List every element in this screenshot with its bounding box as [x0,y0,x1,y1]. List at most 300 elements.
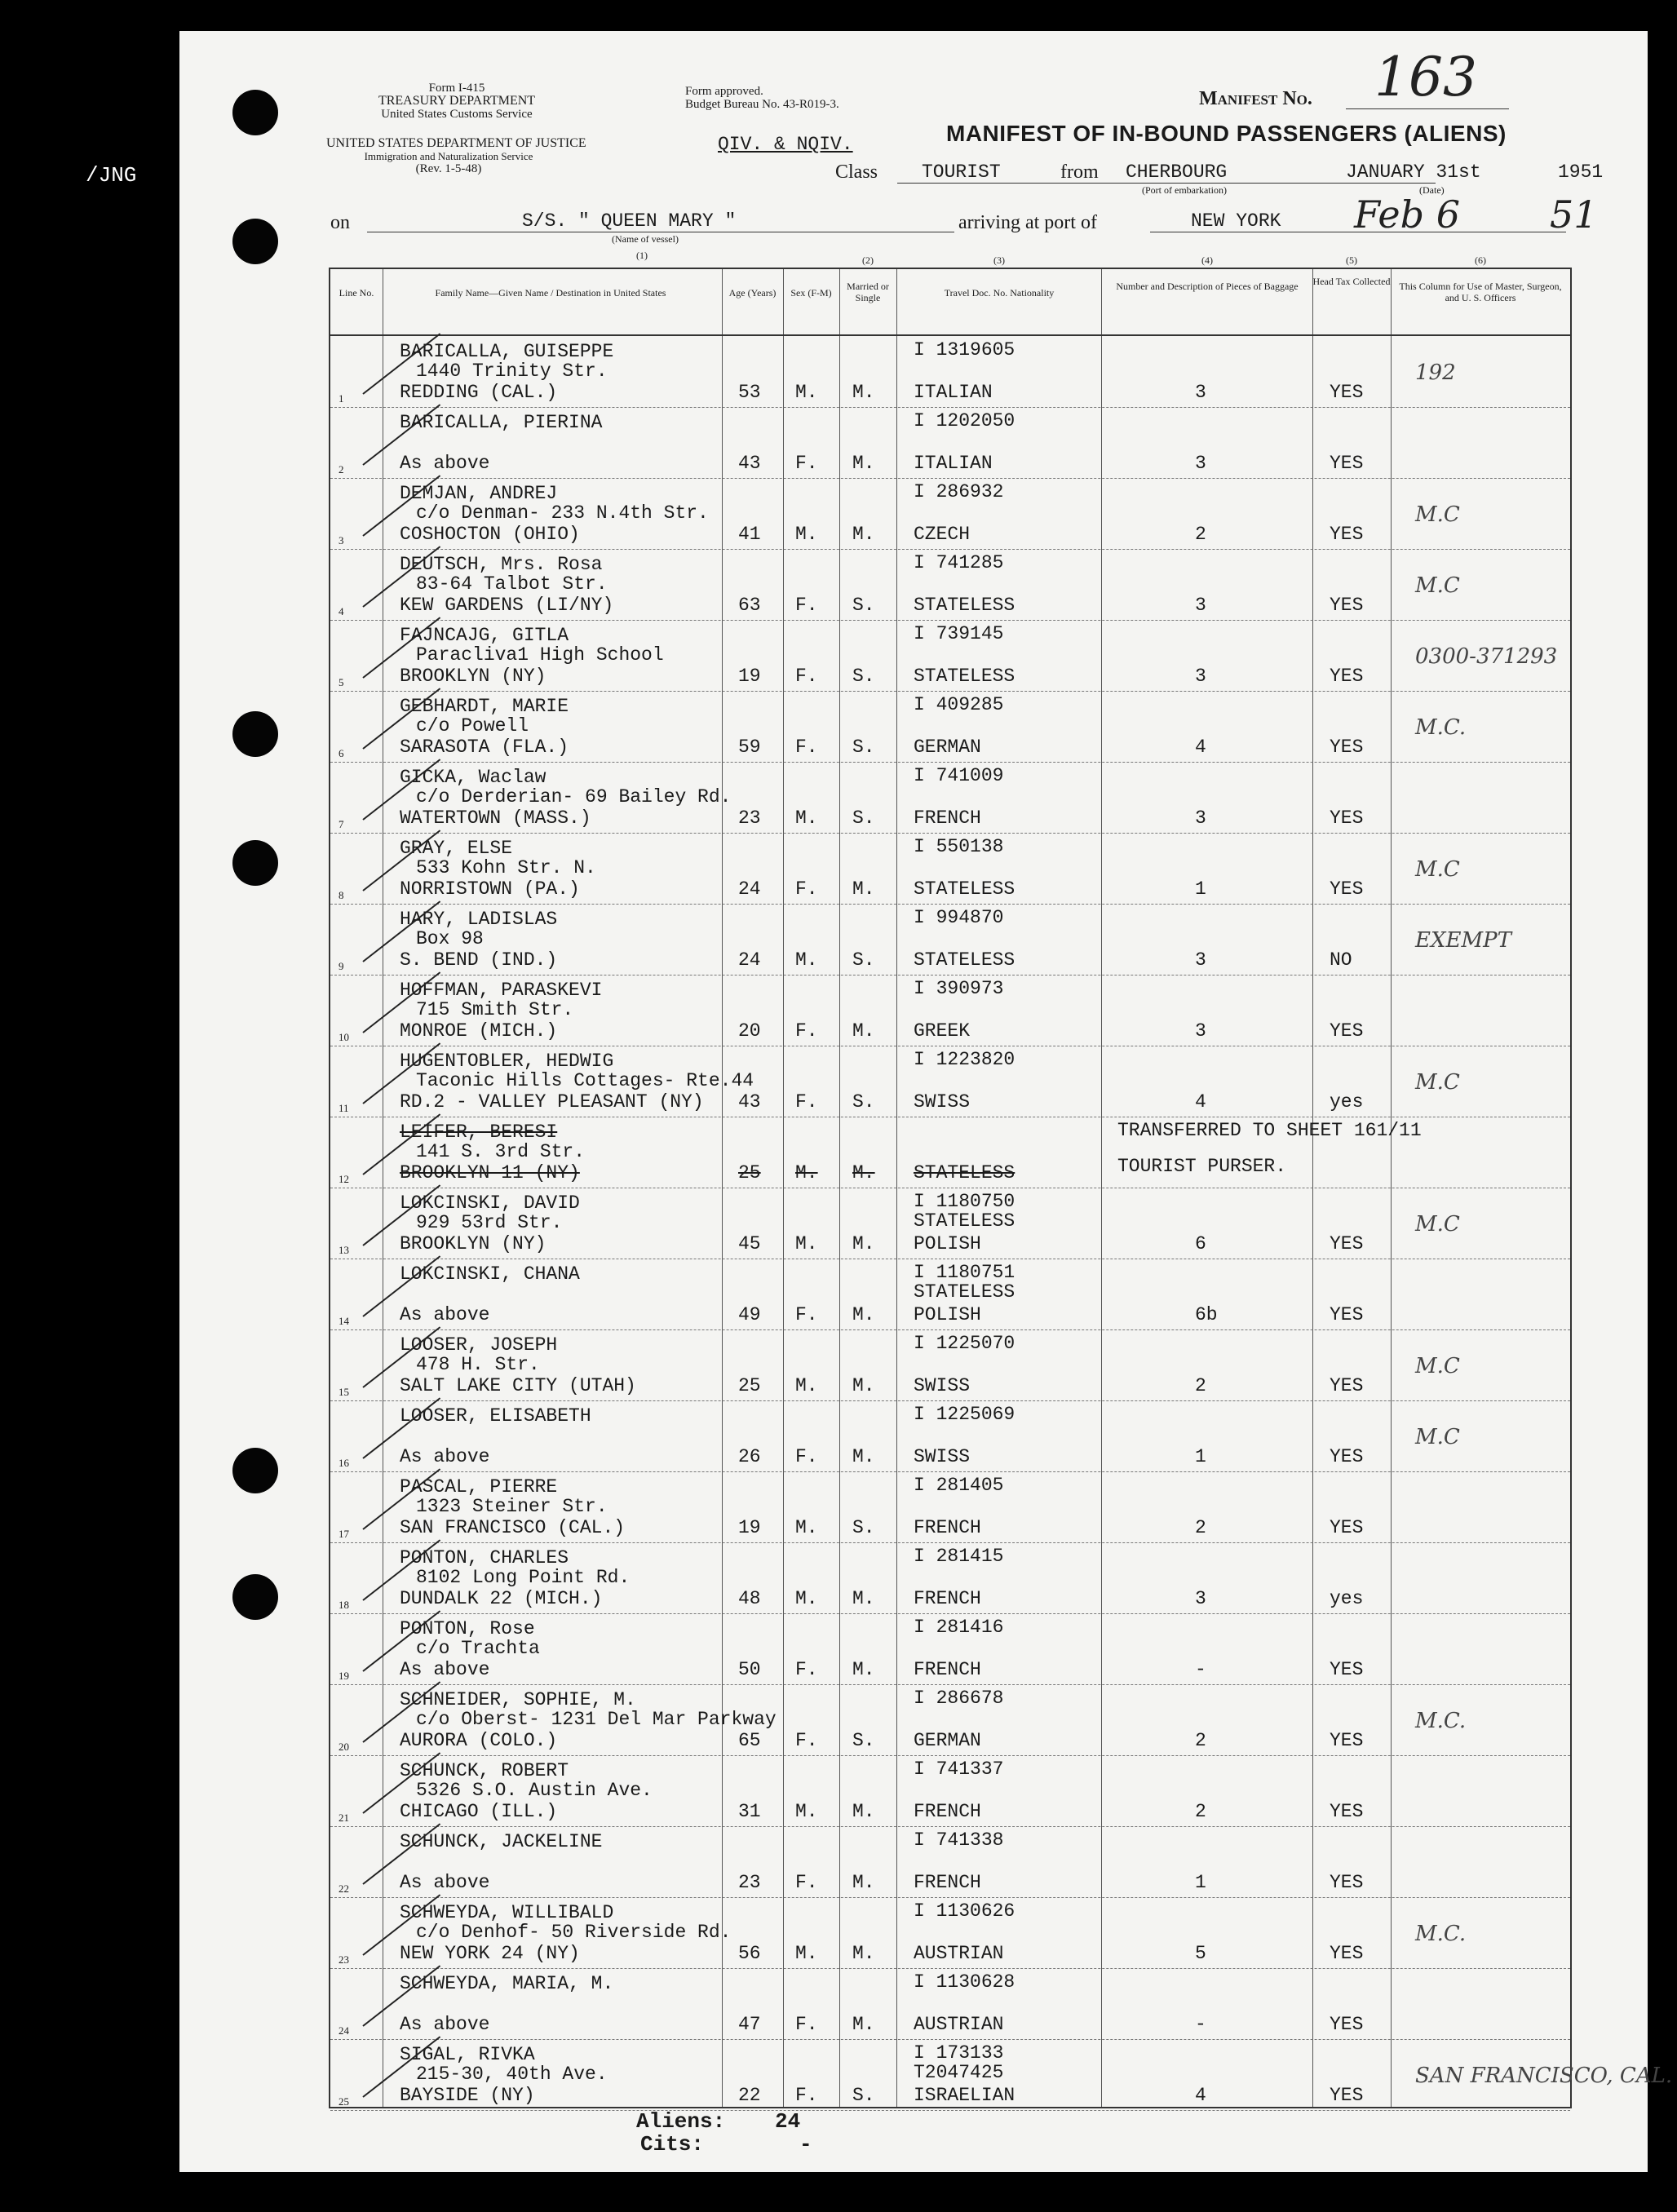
marital-status: M. [852,1659,875,1680]
ins-label: Immigration and Naturalization Service [364,150,533,162]
travel-doc-number: I 1202050 [914,410,1015,431]
head-tax: YES [1330,1375,1364,1396]
baggage-count: 3 [1195,1588,1206,1609]
age-value: 43 [738,453,761,474]
passenger-name: SCHNEIDER, SOPHIE, M. [400,1689,636,1710]
line-number: 2 [338,463,344,476]
sex-value: F. [795,1446,818,1467]
travel-doc-number: I 281405 [914,1475,1004,1496]
address-line-1: 8102 Long Point Rd. [416,1567,631,1588]
officer-note: M.C [1415,857,1460,882]
line-number: 6 [338,747,344,759]
head-tax: YES [1330,595,1364,616]
manifest-title: MANIFEST OF IN-BOUND PASSENGERS (ALIENS) [946,121,1507,146]
sex-value: F. [795,1304,818,1325]
head-tax: YES [1330,1517,1364,1538]
marital-status: M. [852,1801,875,1822]
address-line-1: Taconic Hills Cottages- Rte.44 [416,1070,754,1091]
sex-value: F. [795,878,818,900]
destination: S. BEND (IND.) [400,949,558,971]
address-line-1: 5326 S.O. Austin Ave. [416,1780,653,1801]
nationality: STATELESS [914,595,1015,616]
passenger-name: BARICALLA, PIERINA [400,412,603,433]
officer-note: 0300-371293 [1415,644,1558,669]
head-tax: YES [1330,453,1364,474]
passenger-name: LEIFER, BERESI [400,1121,558,1143]
customs-label: United States Customs Service [381,108,533,121]
nationality: FRENCH [914,1801,981,1822]
address-line-1: 83-64 Talbot Str. [416,573,608,595]
line-number: 21 [338,1812,349,1824]
address-line-1: c/o Denhof- 50 Riverside Rd. [416,1922,732,1943]
marital-status: M. [852,1446,875,1467]
nationality: ISRAELIAN [914,2085,1015,2106]
head-tax: yes [1330,1588,1364,1609]
on-label: on [330,212,350,233]
sex-value: F. [795,453,818,474]
col-name: Family Name—Given Name / Destination in United States [435,287,666,299]
nationality: FRENCH [914,807,981,829]
head-tax: YES [1330,1872,1364,1893]
head-tax: TOURIST PURSER. [1117,1156,1287,1177]
address-line-1: c/o Derderian- 69 Bailey Rd. [416,786,732,807]
sex-value: F. [795,595,818,616]
passenger-name: GRAY, ELSE [400,838,513,859]
sex-value: F. [795,2014,818,2035]
destination: COSHOCTON (OHIO) [400,524,580,545]
passenger-name: SCHUNCK, ROBERT [400,1760,569,1781]
destination: WATERTOWN (MASS.) [400,807,591,829]
head-tax: YES [1330,1233,1364,1254]
sex-value: M. [795,1801,818,1822]
sex-value: M. [795,524,818,545]
head-tax: YES [1330,807,1364,829]
passenger-name: LOKCINSKI, DAVID [400,1192,580,1214]
nationality: FRENCH [914,1872,981,1893]
baggage-count: 4 [1195,2085,1206,2106]
line-number: 10 [338,1031,349,1043]
aliens-label: Aliens: [636,2109,726,2134]
passenger-name: GICKA, Waclaw [400,767,546,788]
line-number: 3 [338,534,344,546]
travel-doc-number: I 173133 [914,2042,1004,2064]
line-number: 25 [338,2095,349,2108]
binder-hole [232,1448,278,1493]
marital-status: M. [852,1020,875,1042]
travel-doc-number: I 1130628 [914,1971,1015,1993]
passenger-name: SCHWEYDA, MARIA, M. [400,1973,614,1994]
line-number: 23 [338,1953,349,1966]
baggage-count: 2 [1195,1801,1206,1822]
initials: /JNG [86,163,137,188]
budget-bureau: Budget Bureau No. 43-R019-3. [685,98,839,111]
officer-note: M.C [1415,1425,1460,1449]
travel-doc-number: I 994870 [914,907,1004,928]
age-value: 56 [738,1943,761,1964]
marital-status: S. [852,666,875,687]
col-baggage: Number and Description of Pieces of Baggage [1116,281,1299,292]
marital-status: M. [852,524,875,545]
binder-hole [232,90,278,135]
destination: RD.2 - VALLEY PLEASANT (NY) [400,1091,704,1113]
address-line-1: 141 S. 3rd Str. [416,1141,586,1162]
marital-status: S. [852,1091,875,1113]
age-value: 63 [738,595,761,616]
head-tax: YES [1330,878,1364,900]
baggage-count: 2 [1195,1730,1206,1751]
age-value: 59 [738,737,761,758]
destination: As above [400,1304,490,1325]
marital-status: M. [852,1375,875,1396]
travel-doc-extra: STATELESS [914,1210,1015,1232]
destination: NORRISTOWN (PA.) [400,878,580,900]
table-row [330,762,1570,834]
address-line-1: 215-30, 40th Ave. [416,2064,608,2085]
nationality: SWISS [914,1375,971,1396]
marital-status: S. [852,2085,875,2106]
baggage-count: 1 [1195,1446,1206,1467]
binder-hole [232,840,278,886]
address-line-1: 929 53rd Str. [416,1212,563,1233]
sex-value: M. [795,807,818,829]
table-row [330,833,1570,905]
travel-doc-number: I 1130626 [914,1900,1015,1922]
passenger-name: LOKCINSKI, CHANA [400,1263,580,1285]
travel-doc-number: I 1180750 [914,1191,1015,1212]
arrival-year: 51 [1550,192,1598,237]
table-row [330,1684,1570,1756]
head-tax: YES [1330,1304,1364,1325]
passenger-name: GEBHARDT, MARIE [400,696,569,717]
line-number: 5 [338,676,344,688]
table-row [330,1968,1570,2040]
table-row [330,549,1570,621]
manifest-no-label: Manifest No. [1199,88,1312,109]
passenger-name: PONTON, Rose [400,1618,535,1639]
marital-status: S. [852,1517,875,1538]
address-line-1: Paracliva1 High School [416,644,664,666]
head-tax: YES [1330,1659,1364,1680]
table-row [330,1400,1570,1472]
head-tax: YES [1330,666,1364,687]
col-sex: Sex (F-M) [790,287,832,299]
table-row [330,1755,1570,1827]
officer-note: M.C [1415,1070,1460,1095]
sex-value: F. [795,1091,818,1113]
officer-note: 192 [1415,361,1456,385]
baggage-count: 6b [1195,1304,1218,1325]
line-number: 7 [338,818,344,830]
travel-doc-number: I 1180751 [914,1262,1015,1283]
baggage-count: 6 [1195,1233,1206,1254]
destination: SALT LAKE CITY (UTAH) [400,1375,636,1396]
line-number: 8 [338,889,344,901]
officer-note: M.C [1415,502,1460,527]
destination: BROOKLYN (NY) [400,666,546,687]
sex-value: F. [795,666,818,687]
officer-note: M.C. [1415,1922,1467,1946]
table-row [330,407,1570,479]
baggage-count: 3 [1195,807,1206,829]
passenger-name: HARY, LADISLAS [400,909,558,930]
age-value: 50 [738,1659,761,1680]
nationality: STATELESS [914,666,1015,687]
marital-status: M. [852,1872,875,1893]
manifest-no-value: 163 [1374,46,1477,108]
age-value: 23 [738,807,761,829]
age-value: 49 [738,1304,761,1325]
revision-label: (Rev. 1-5-48) [415,162,482,175]
passenger-name: PONTON, CHARLES [400,1547,569,1568]
age-value: 53 [738,382,761,403]
col-line-no: Line No. [338,287,374,299]
head-tax: YES [1330,1446,1364,1467]
sex-value: M. [795,1943,818,1964]
address-line-1: Box 98 [416,928,484,949]
destination: As above [400,453,490,474]
address-line-1: c/o Powell [416,715,529,737]
sex-value: M. [795,1375,818,1396]
baggage-count: 3 [1195,666,1206,687]
marital-status: M. [852,382,875,403]
table-row [330,1826,1570,1898]
table-row [330,1329,1570,1401]
destination: KEW GARDENS (LI/NY) [400,595,614,616]
line-number: 17 [338,1528,349,1540]
officer-note: EXEMPT [1415,928,1511,953]
line-number: 14 [338,1315,349,1327]
travel-doc-number: I 741285 [914,552,1004,573]
passenger-name: SCHUNCK, JACKELINE [400,1831,603,1852]
travel-doc-number: I 286678 [914,1688,1004,1709]
col-officers: This Column for Use of Master, Surgeon, and U. S. Officers [1399,281,1562,303]
binder-hole [232,1574,278,1620]
table-row [330,620,1570,692]
age-value: 22 [738,2085,761,2106]
officer-note: M.C [1415,1212,1460,1237]
citizens-count: - [799,2132,812,2157]
baggage-count: 3 [1195,382,1206,403]
table-row [330,1046,1570,1117]
marital-status: M. [852,1233,875,1254]
form-approved: Form approved. [685,85,763,98]
line-number: 16 [338,1457,349,1469]
line-number: 20 [338,1741,349,1753]
line-number: 4 [338,605,344,617]
baggage-count: 2 [1195,1375,1206,1396]
col-head-tax: Head Tax Collected [1312,276,1391,287]
destination: As above [400,1872,490,1893]
baggage-count: 1 [1195,878,1206,900]
head-tax: YES [1330,1020,1364,1042]
officer-note: M.C. [1415,715,1467,740]
binder-hole [232,711,278,757]
marital-status: S. [852,949,875,971]
travel-doc-number: I 1225070 [914,1333,1015,1354]
date-value: JANUARY 31st [1346,161,1481,183]
vessel-caption: (Name of vessel) [612,233,679,245]
baggage-count: 4 [1195,737,1206,758]
officer-note: SAN FRANCISCO, CAL. [1415,2064,1673,2088]
sex-value: F. [795,1020,818,1042]
sex-value: M. [795,949,818,971]
date-caption: (Date) [1419,184,1445,196]
age-value: 25 [738,1162,761,1183]
nationality: ITALIAN [914,453,993,474]
nationality: STATELESS [914,949,1015,971]
marital-status: S. [852,1730,875,1751]
passenger-name: LOOSER, JOSEPH [400,1334,558,1356]
marital-status: M. [852,878,875,900]
travel-doc-number: I 281416 [914,1617,1004,1638]
head-tax: YES [1330,382,1364,403]
travel-doc-number: I 286932 [914,481,1004,502]
travel-doc-number: I 390973 [914,978,1004,999]
age-value: 19 [738,1517,761,1538]
sex-value: F. [795,1730,818,1751]
travel-doc-number: I 741337 [914,1759,1004,1780]
head-tax: YES [1330,737,1364,758]
baggage-count: 2 [1195,1517,1206,1538]
vessel-name: S/S. " QUEEN MARY " [522,210,737,232]
baggage-count: - [1195,2014,1206,2035]
sex-value: M. [795,1162,818,1183]
line-number: 1 [338,392,344,405]
sex-value: M. [795,1233,818,1254]
nationality: STATELESS [914,878,1015,900]
class-value: TOURIST [922,161,1001,183]
passenger-name: SCHWEYDA, WILLIBALD [400,1902,614,1923]
sex-value: M. [795,1517,818,1538]
address-line-1: 533 Kohn Str. N. [416,857,596,878]
address-line-1: 1440 Trinity Str. [416,361,608,382]
officer-note: M.C [1415,1354,1460,1378]
treasury-label: TREASURY DEPARTMENT [378,94,536,108]
passenger-name: HUGENTOBLER, HEDWIG [400,1051,614,1072]
marital-status: M. [852,1588,875,1609]
nationality: FRENCH [914,1517,981,1538]
destination: MONROE (MICH.) [400,1020,558,1042]
class-label: Class [835,161,878,183]
passenger-name: PASCAL, PIERRE [400,1476,558,1498]
nationality: SWISS [914,1446,971,1467]
col-travel-doc: Travel Doc. No. Nationality [944,287,1055,299]
baggage-count: 2 [1195,524,1206,545]
baggage-count: 3 [1195,1020,1206,1042]
passenger-name: FAJNCAJG, GITLA [400,625,569,646]
table-row [330,478,1570,550]
line-number: 11 [338,1102,349,1114]
baggage-count: TRANSFERRED TO SHEET 161/11 [1117,1120,1422,1141]
head-tax: YES [1330,1801,1364,1822]
age-value: 47 [738,2014,761,2035]
passenger-name: DEMJAN, ANDREJ [400,483,558,504]
table-row [330,336,1570,408]
marital-status: M. [852,1304,875,1325]
baggage-count: 1 [1195,1872,1206,1893]
age-value: 23 [738,1872,761,1893]
from-label: from [1060,161,1099,183]
nationality: CZECH [914,524,971,545]
marital-status: M. [852,1943,875,1964]
head-tax: YES [1330,1943,1364,1964]
address-line-1: c/o Trachta [416,1638,540,1659]
nationality: GREEK [914,1020,971,1042]
nationality: POLISH [914,1304,981,1325]
arriving-label: arriving at port of [958,212,1097,233]
sex-value: F. [795,1659,818,1680]
address-line-1: 1323 Steiner Str. [416,1496,608,1517]
year-value: 1951 [1558,161,1604,183]
destination: As above [400,2014,490,2035]
nationality: FRENCH [914,1588,981,1609]
travel-doc-number: I 550138 [914,836,1004,857]
travel-doc-number: I 741338 [914,1829,1004,1851]
baggage-count: - [1195,1659,1206,1680]
destination: REDDING (CAL.) [400,382,558,403]
table-row [330,1188,1570,1259]
age-value: 19 [738,666,761,687]
head-tax: yes [1330,1091,1364,1113]
passenger-name: BARICALLA, GUISEPPE [400,341,614,362]
line-number: 12 [338,1173,349,1185]
travel-doc-number: I 281415 [914,1546,1004,1567]
col-married: Married or Single [847,281,889,303]
marital-status: M. [852,453,875,474]
table-row [330,1471,1570,1543]
citizens-label: Cits: [640,2132,705,2157]
age-value: 43 [738,1091,761,1113]
nationality: ITALIAN [914,382,993,403]
aliens-count: 24 [775,2109,801,2134]
table-row [330,904,1570,975]
age-value: 41 [738,524,761,545]
from-value: CHERBOURG [1126,161,1228,183]
passenger-name: LOOSER, ELISABETH [400,1405,591,1427]
travel-doc-number: I 409285 [914,694,1004,715]
sex-value: F. [795,1872,818,1893]
age-value: 24 [738,949,761,971]
nationality: GERMAN [914,1730,981,1751]
head-tax: YES [1330,2014,1364,2035]
form-number: Form I-415 [428,82,485,95]
travel-doc-extra: STATELESS [914,1281,1015,1303]
travel-doc-number: I 739145 [914,623,1004,644]
address-line-1: c/o Denman- 233 N.4th Str. [416,502,709,524]
port-caption: (Port of embarkation) [1142,184,1227,196]
line-number: 9 [338,960,344,972]
nationality: AUSTRIAN [914,1943,1004,1964]
baggage-count: 3 [1195,453,1206,474]
passenger-name: SIGAL, RIVKA [400,2044,535,2065]
destination: BROOKLYN 11 (NY) [400,1162,580,1183]
officer-note: M.C [1415,573,1460,598]
table-row [330,1117,1570,1188]
marital-status: M. [852,1162,875,1183]
table-row [330,1613,1570,1685]
line-number: 18 [338,1599,349,1611]
line-number: 15 [338,1386,349,1398]
destination: CHICAGO (ILL.) [400,1801,558,1822]
age-value: 48 [738,1588,761,1609]
passenger-name: DEUTSCH, Mrs. Rosa [400,554,603,575]
sex-value: F. [795,737,818,758]
line-number: 13 [338,1244,349,1256]
destination: As above [400,1659,490,1680]
marital-status: M. [852,2014,875,2035]
address-line-1: 715 Smith Str. [416,999,574,1020]
justice-label: UNITED STATES DEPARTMENT OF JUSTICE [326,136,586,150]
